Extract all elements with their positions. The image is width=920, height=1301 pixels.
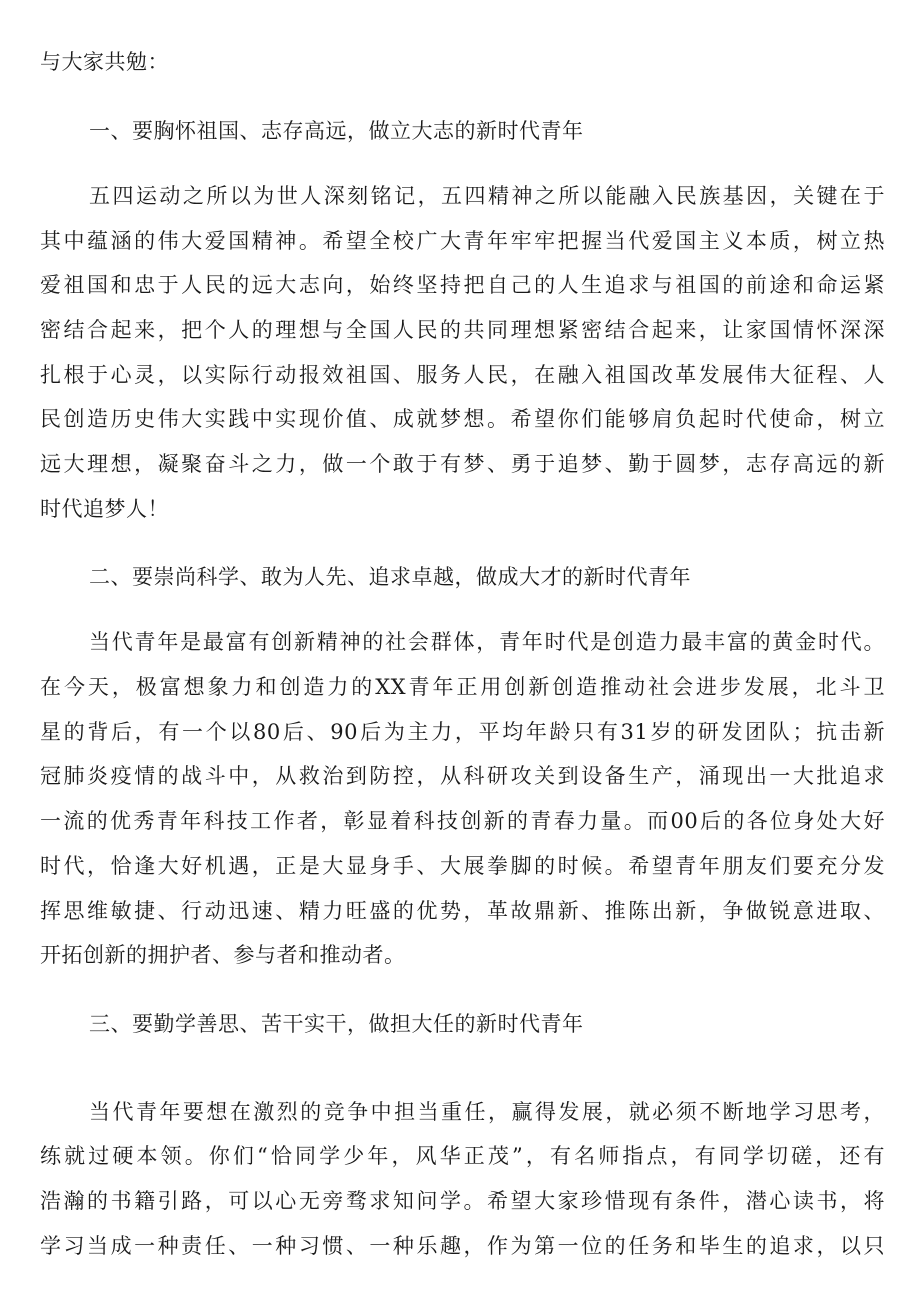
intro-text: 与大家共勉： bbox=[40, 50, 169, 74]
section-2-line: 时代，恰逢大好机遇，正是大显身手、大展拳脚的时候。希望青年朋友们要充分发 bbox=[40, 854, 885, 878]
section-3-heading: 三、要勤学善思、苦干实干，做担大任的新时代青年 bbox=[89, 1012, 584, 1036]
section-1-heading: 一、要胸怀祖国、志存高远，做立大志的新时代青年 bbox=[89, 119, 584, 143]
section-2-line: 开拓创新的拥护者、参与者和推动者。 bbox=[40, 943, 406, 967]
section-1-line: 爱祖国和忠于人民的远大志向，始终坚持把自己的人生追求与祖国的前途和命运紧 bbox=[40, 273, 885, 297]
section-1-line: 五四运动之所以为世人深刻铭记，五四精神之所以能融入民族基因，关键在于 bbox=[89, 184, 885, 208]
section-1-line: 其中蕴涵的伟大爱国精神。希望全校广大青年牢牢把握当代爱国主义本质，树立热 bbox=[40, 229, 885, 253]
section-2-line: 星的背后，有一个以80后、90后为主力，平均年龄只有31岁的研发团队；抗击新 bbox=[40, 720, 885, 744]
section-1-line: 民创造历史伟大实践中实现价值、成就梦想。希望你们能够肩负起时代使命，树立 bbox=[40, 407, 885, 431]
section-3-line: 学习当成一种责任、一种习惯、一种乐趣，作为第一位的任务和毕生的追求，以只 bbox=[40, 1234, 885, 1258]
section-2-line: 挥思维敏捷、行动迅速、精力旺盛的优势，革故鼎新、推陈出新，争做锐意进取、 bbox=[40, 899, 885, 923]
section-3-line: 浩瀚的书籍引路，可以心无旁骛求知问学。希望大家珍惜现有条件，潜心读书，将 bbox=[40, 1189, 885, 1213]
section-2-line: 在今天，极富想象力和创造力的XX青年正用创新创造推动社会进步发展，北斗卫 bbox=[40, 675, 885, 699]
section-2-line: 当代青年是最富有创新精神的社会群体，青年时代是创造力最丰富的黄金时代。 bbox=[89, 630, 885, 654]
section-2-line: 冠肺炎疫情的战斗中，从救治到防控，从科研攻关到设备生产，涌现出一大批追求 bbox=[40, 764, 885, 788]
section-2-line: 一流的优秀青年科技工作者，彰显着科技创新的青春力量。而00后的各位身处大好 bbox=[40, 809, 885, 833]
section-1-line: 密结合起来，把个人的理想与全国人民的共同理想紧密结合起来，让家国情怀深深 bbox=[40, 318, 885, 342]
section-2-heading: 二、要崇尚科学、敢为人先、追求卓越，做成大才的新时代青年 bbox=[89, 565, 691, 589]
section-1-line: 时代追梦人！ bbox=[40, 497, 169, 521]
section-1-line: 远大理想，凝聚奋斗之力，做一个敢于有梦、勇于追梦、勤于圆梦，志存高远的新 bbox=[40, 452, 885, 476]
section-3-line: 练就过硬本领。你们“恰同学少年，风华正茂”，有名师指点，有同学切磋，还有 bbox=[40, 1144, 885, 1168]
section-3-line: 当代青年要想在激烈的竞争中担当重任，赢得发展，就必须不断地学习思考， bbox=[89, 1100, 885, 1124]
section-1-line: 扎根于心灵，以实际行动报效祖国、服务人民，在融入祖国改革发展伟大征程、人 bbox=[40, 363, 885, 387]
